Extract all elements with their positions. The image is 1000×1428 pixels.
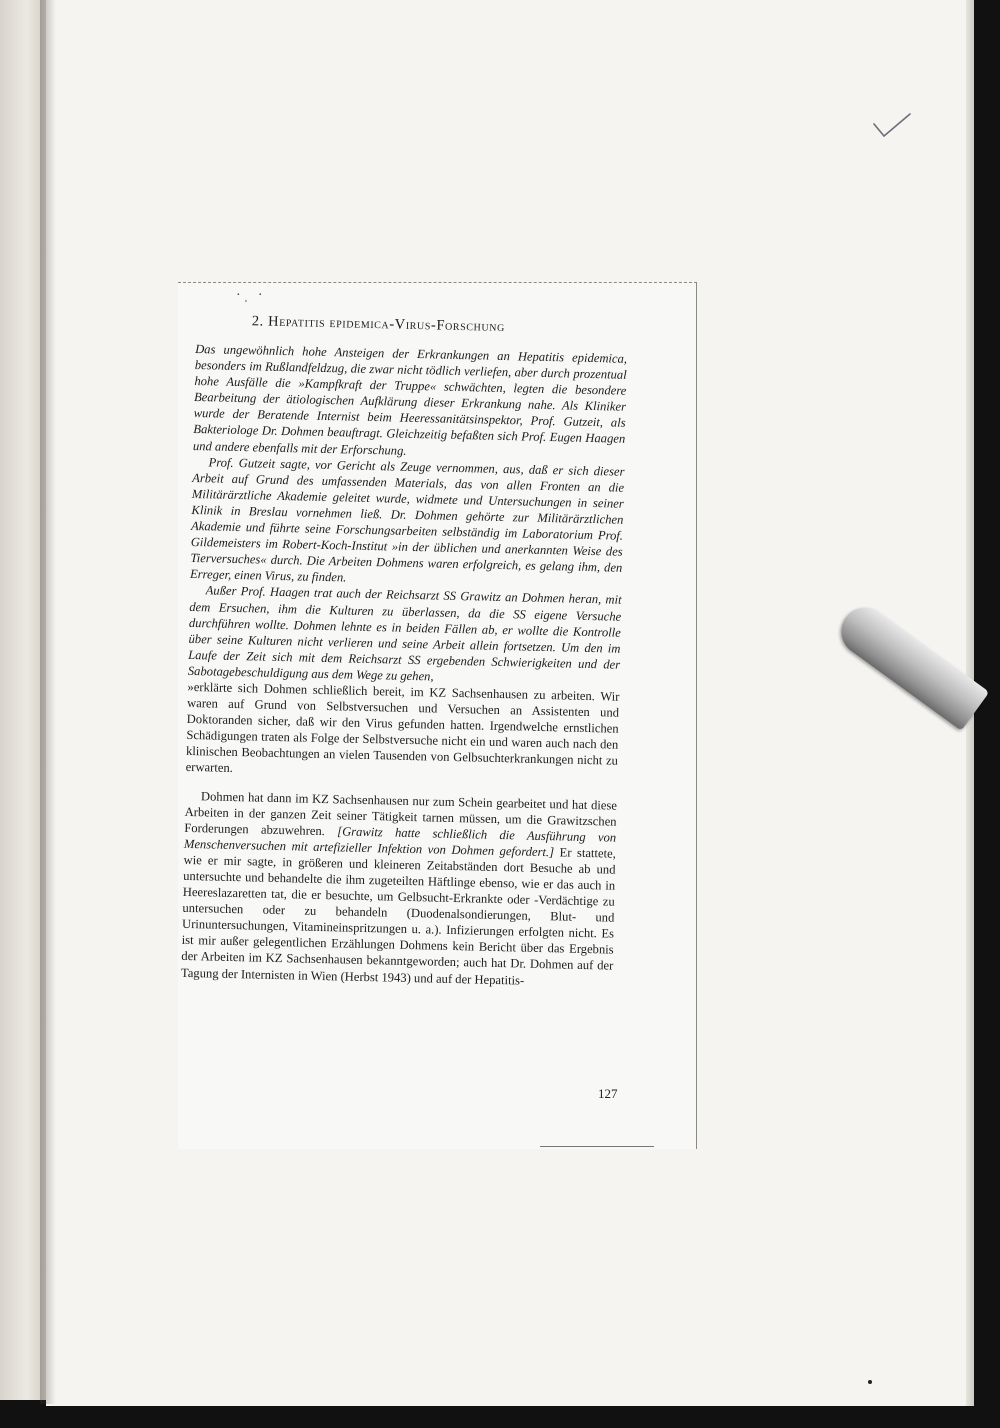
checkmark-icon [872,112,912,142]
clipping-edge-line [540,1146,654,1147]
paragraph-3: Außer Prof. Haagen trat auch der Reichsarzt SS Grawitz an Dohmen heran, mit dem Ersuchen, ihm die Kulturen zu überlassen, da die SS eigene Versuche durchführen wollte. Dohmen lehnte es in beiden Fällen ab, er wollte die Kontrolle über seine Kulturen nicht verlieren und seine Arbeit allein fortsetzen. Um den im Laufe der Zeit sich mit dem Reichsarzt SS ergebenden Schwierigkeiten und der Sabotagebeschuldigung aus dem Wege zu gehen, [187,583,622,684]
dust-speck [868,1380,872,1384]
paragraph-5 [181,787,617,990]
page-number: 127 [598,1086,618,1101]
paragraph-5-part-1: Dohmen hat dann im KZ Sachsenhausen nur zum Schein gearbeitet und hat diese Arbeiten in der ganzen Zeit seiner Tätigkeit tarnen müssen, um die Grawitzschen Forderungen abzuwehren. [184,788,618,839]
paragraph-4-quote: »erklärte sich Dohmen schließlich bereit, im KZ Sachsenhausen zu arbeiten. Wir waren auf Grund von Selbstversuchen und Versuchen an Assistenten und Doktoranden sicher, daß wir den Virus gefunden hatten. Irgendwelche ernstlichen Schädigungen traten als Folge der Selbstversuche nicht ein und waren auch nach den klinischen Beobachtungen an vielen Tausenden von Gelbsuchterkrankungen nicht zu erwarten. [185,679,620,776]
section-heading: 2. Hepatitis epidemica-Virus-Forschung [251,313,506,336]
paragraph-2: Prof. Gutzeit sagte, vor Gericht als Zeuge vernommen, aus, daß er sich dieser Arbeit auf Grund des umfassenden Materials, das von allen Fronten an die Militärärztliche Akademie geleitet wurde, widmete und Untersuchungen in seiner Klinik in Breslau vornehmen ließ. Dr. Dohmen gehörte zur Militärärztlichen Akademie und führte seine Forschungsarbeiten selbständig im Laboratorium Prof. Gildemeisters im Robert-Koch-Institut »in der üblichen und anerkannten Weise des Tierversuches« durch. Die Arbeiten Dohmens waren erfolgreich, es gelang ihm, den Erreger, einen Virus, zu finden. [189,454,625,585]
paragraph-1: Das ungewöhnlich hohe Ansteigen der Erkrankungen an Hepatitis epidemica, besonders im Rußlandfeldzug, die zwar nicht tödlich verliefen, aber durch prozentual hohe Ausfälle die »Kampfkraft der Truppe« schwächten, legten die besondere Bearbeitung der ätiologischen Aufklärung dieser Erkrankung nahe. Als Kliniker wurde der Beratende Internist beim Heeressanitätsinspektor, Prof. Gutzeit, als Bakteriologe Dr. Dohmen beauftragt. Gleichzeitig befaßten sich Prof. Eugen Haagen und andere ebenfalls mit der Erforschung. [192,341,628,458]
binding-shadow [40,0,56,1404]
paragraph-5-italic-insert: [Grawitz hatte schließlich die Ausführung von Menschenversuchen mit artefizieller Infektion von Dohmen gefordert.] [183,824,617,860]
paragraph-5-part-2: Er stattete, wie er mir sagte, in größeren und kleineren Zeitabständen dort Besuche ab und untersuchte und behandelte die ihm zugeteilten Häftlinge ebenso, wie er das auch in Heereslazaretten tat, die er besuchte, um Gelbsucht-Erkrankte oder -Verdächtige zu untersuchen oder zu behandeln (Duodenalsondierungen, Blut- und Urinuntersuchungen, Vitamineinspritzungen u. a.). Infizierungen erfolgten nicht. Es ist mir außer gelegentlichen Erzählungen Dohmens kein Bericht über das Ergebnis der Arbeiten im KZ Sachsenhausen bekanntgeworden; auch hat Dr. Dohmen auf der Tagung der Internisten in Wien (Herbst 1943) und auf der Hepatitis- [180,845,616,988]
clipping-marks: ·ˌ · [236,288,266,303]
article-text [181,312,628,990]
